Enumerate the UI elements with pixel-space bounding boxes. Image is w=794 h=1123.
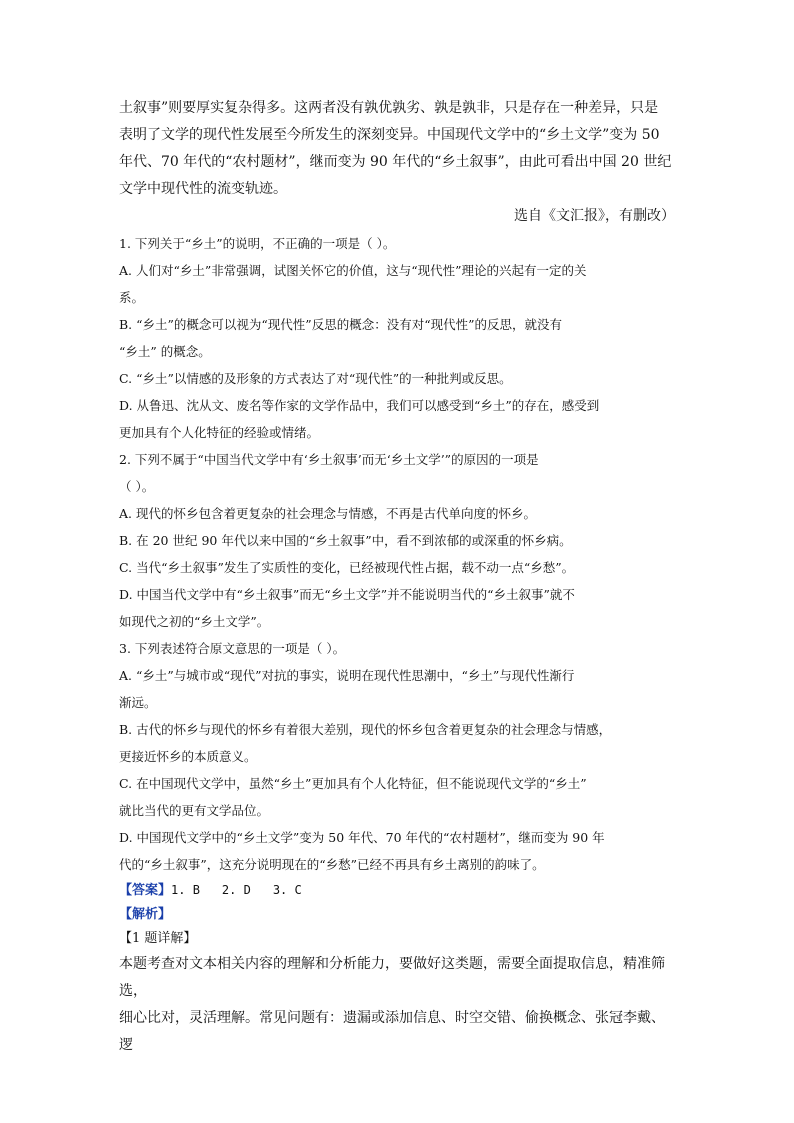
detail-heading — [119, 927, 677, 951]
question-2-option-b: B. 在 20 世纪 90 年代以来中国的“乡土叙事”中，看不到浓郁的或深重的怀乡病。 — [119, 533, 572, 548]
question-3-option-b-cont: 更接近怀乡的本质意义。 — [119, 749, 257, 764]
question-1-option-b: B. “乡土”的概念可以视为“现代性”反思的概念：没有对“现代性”的反思，就没有 — [119, 317, 562, 332]
passage-line: 表明了文学的现代性发展至今所发生的深刻变异。中国现代文学中的“乡土文学”变为 50 — [119, 127, 660, 143]
answer-1: 1. B — [171, 883, 200, 897]
question-2-stem: 2. 下列不属于“中国当代文学中有‘乡土叙事’而无‘乡土文学’”的原因的一项是 — [119, 452, 539, 467]
question-3-option-a-cont: 渐远。 — [119, 695, 157, 710]
question-1-option-a: A. 人们对“乡土”非常强调，试图关怀它的价值，这与“现代性”理论的兴起有一定的关 — [119, 263, 587, 278]
analysis-line: 细心比对，灵活理解。常见问题有：遗漏或添加信息、时空交错、偷换概念、张冠李戴、逻 — [119, 1010, 665, 1053]
detail-label: 【1 题详解】 — [119, 931, 197, 946]
passage-line: 土叙事”则要厚实复杂得多。这两者没有孰优孰劣、孰是孰非，只是存在一种差异，只是 — [119, 100, 659, 116]
passage-line: 年代、70 年代的“农村题材”，继而变为 90 年代的“乡土叙事”，由此可看出中国 20 世纪 — [119, 154, 672, 170]
analysis-heading — [119, 903, 677, 927]
question-3-option-b: B. 古代的怀乡与现代的怀乡有着很大差别，现代的怀乡包含着更复杂的社会理念与情感， — [119, 722, 612, 737]
answer-2: 2. D — [221, 883, 251, 897]
question-1-option-d: D. 从鲁迅、沈从文、废名等作家的文学作品中，我们可以感受到“乡土”的存在，感受到 — [119, 398, 600, 413]
answer-line — [119, 878, 677, 903]
passage-line: 文学中现代性的流变轨迹。 — [119, 181, 287, 197]
question-3-option-d-cont: 代的“乡土叙事”，这充分说明现在的“乡愁”已经不再具有乡土离别的韵味了。 — [119, 857, 545, 872]
question-2-option-a: A. 现代的怀乡包含着更复杂的社会理念与情感，不再是古代单向度的怀乡。 — [119, 506, 536, 521]
question-3-option-a: A. “乡土”与城市或“现代”对抗的事实，说明在现代性思潮中，“乡土”与现代性渐行 — [119, 668, 575, 683]
question-2-option-d: D. 中国当代文学中有“乡土叙事”而无“乡土文学”并不能说明当代的“乡土叙事”就不 — [119, 587, 575, 602]
question-3-stem: 3. 下列表述符合原文意思的一项是（ ）。 — [119, 641, 346, 656]
source-citation: 选自《文汇报》，有删改） — [514, 208, 675, 224]
question-3-option-c: C. 在中国现代文学中，虽然“乡土”更加具有个人化特征，但不能说现代文学的“乡土” — [119, 776, 587, 791]
question-2-option-c: C. 当代“乡土叙事”发生了实质性的变化，已经被现代性占据，载不动一点“乡愁”。 — [119, 560, 575, 575]
question-1-option-b-cont: “乡土” 的概念。 — [119, 344, 211, 359]
answer-label: 【答案】 — [119, 883, 172, 898]
document-content — [119, 95, 677, 1059]
question-1-option-d-cont: 更加具有个人化特征的经验或情绪。 — [119, 425, 320, 440]
question-1-option-a-cont: 系。 — [119, 290, 145, 305]
question-1-stem: 1. 下列关于“乡土”的说明，不正确的一项是（ ）。 — [119, 236, 396, 251]
question-3-option-c-cont: 就比当代的更有文学品位。 — [119, 803, 270, 818]
question-2-option-d-cont: 如现代之初的“乡土文学”。 — [119, 614, 270, 629]
question-3-option-d: D. 中国现代文学中的“乡土文学”变为 50 年代、70 年代的“农村题材”，继而变为 90 年 — [119, 830, 605, 845]
question-2-stem-cont: （ ）。 — [119, 479, 155, 494]
answer-3: 3. C — [272, 883, 302, 897]
question-1-option-c: C. “乡土”以情感的及形象的方式表达了对“现代性”的一种批判或反思。 — [119, 371, 512, 386]
analysis-label: 【解析】 — [119, 907, 172, 922]
analysis-line: 本题考查对文本相关内容的理解和分析能力，要做好这类题，需要全面提取信息，精准筛选， — [119, 956, 665, 999]
